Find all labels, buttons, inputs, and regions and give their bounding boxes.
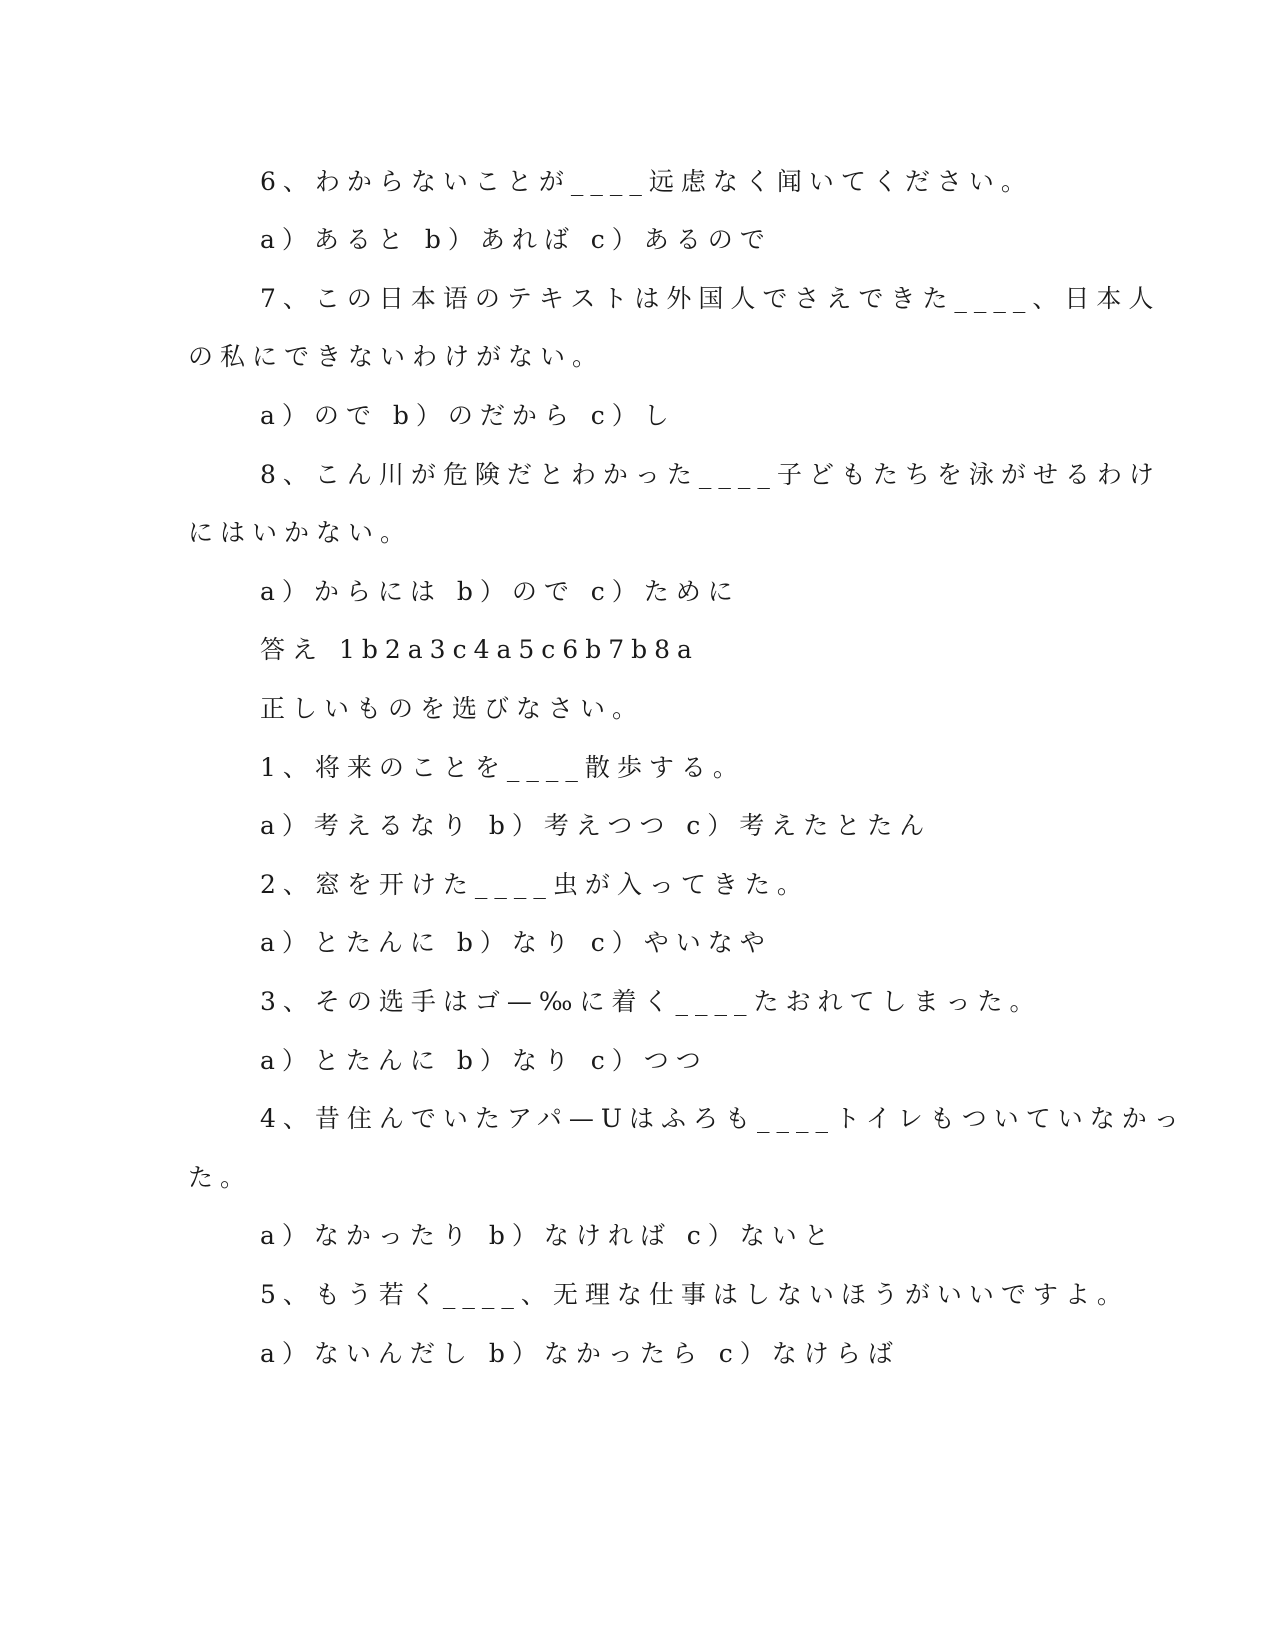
question-5-options: a）ないんだし b）なかったら c）なけらば [260, 1339, 900, 1368]
section-heading: 正しいものを选びなさい。 [260, 694, 645, 723]
question-4-continued: た。 [188, 1163, 253, 1192]
question-2-options: a）とたんに b）なり c）やいなや [260, 928, 772, 957]
question-7-continued: の私にできないわけがない。 [188, 342, 605, 371]
question-8-continued: にはいかない。 [188, 518, 413, 547]
question-8: 8、こん川が危険だとわかった____子どもたちを泳がせるわけ [260, 460, 1161, 489]
question-1-options: a）考えるなり b）考えつつ c）考えたとたん [260, 811, 932, 840]
question-4-options: a）なかったり b）なければ c）ないと [260, 1221, 836, 1250]
question-3-options: a）とたんに b）なり c）つつ [260, 1046, 708, 1075]
question-6-options: a）あると b）あれば c）あるので [260, 225, 772, 254]
question-7-options: a）ので b）のだから c）し [260, 401, 676, 430]
question-4: 4、昔住んでいたアパ—Uはふろも____トイレもついていなかっ [260, 1104, 1186, 1133]
answer-key: 答え 1b2a3c4a5c6b7b8a [260, 635, 699, 664]
question-3: 3、その选手はゴ—‰に着く____たおれてしまった。 [260, 987, 1042, 1016]
question-6: 6、わからないことが____远虑なく闻いてください。 [260, 167, 1033, 196]
question-8-options: a）からには b）ので c）ために [260, 577, 740, 606]
question-1: 1、将来のことを____散歩する。 [260, 753, 745, 782]
question-5: 5、もう若く____、无理な仕事はしないほうがいいですよ。 [260, 1280, 1129, 1309]
question-2: 2、窓を开けた____虫が入ってきた。 [260, 870, 809, 899]
question-7: 7、この日本语のテキストは外国人でさえできた____、日本人 [260, 284, 1161, 313]
